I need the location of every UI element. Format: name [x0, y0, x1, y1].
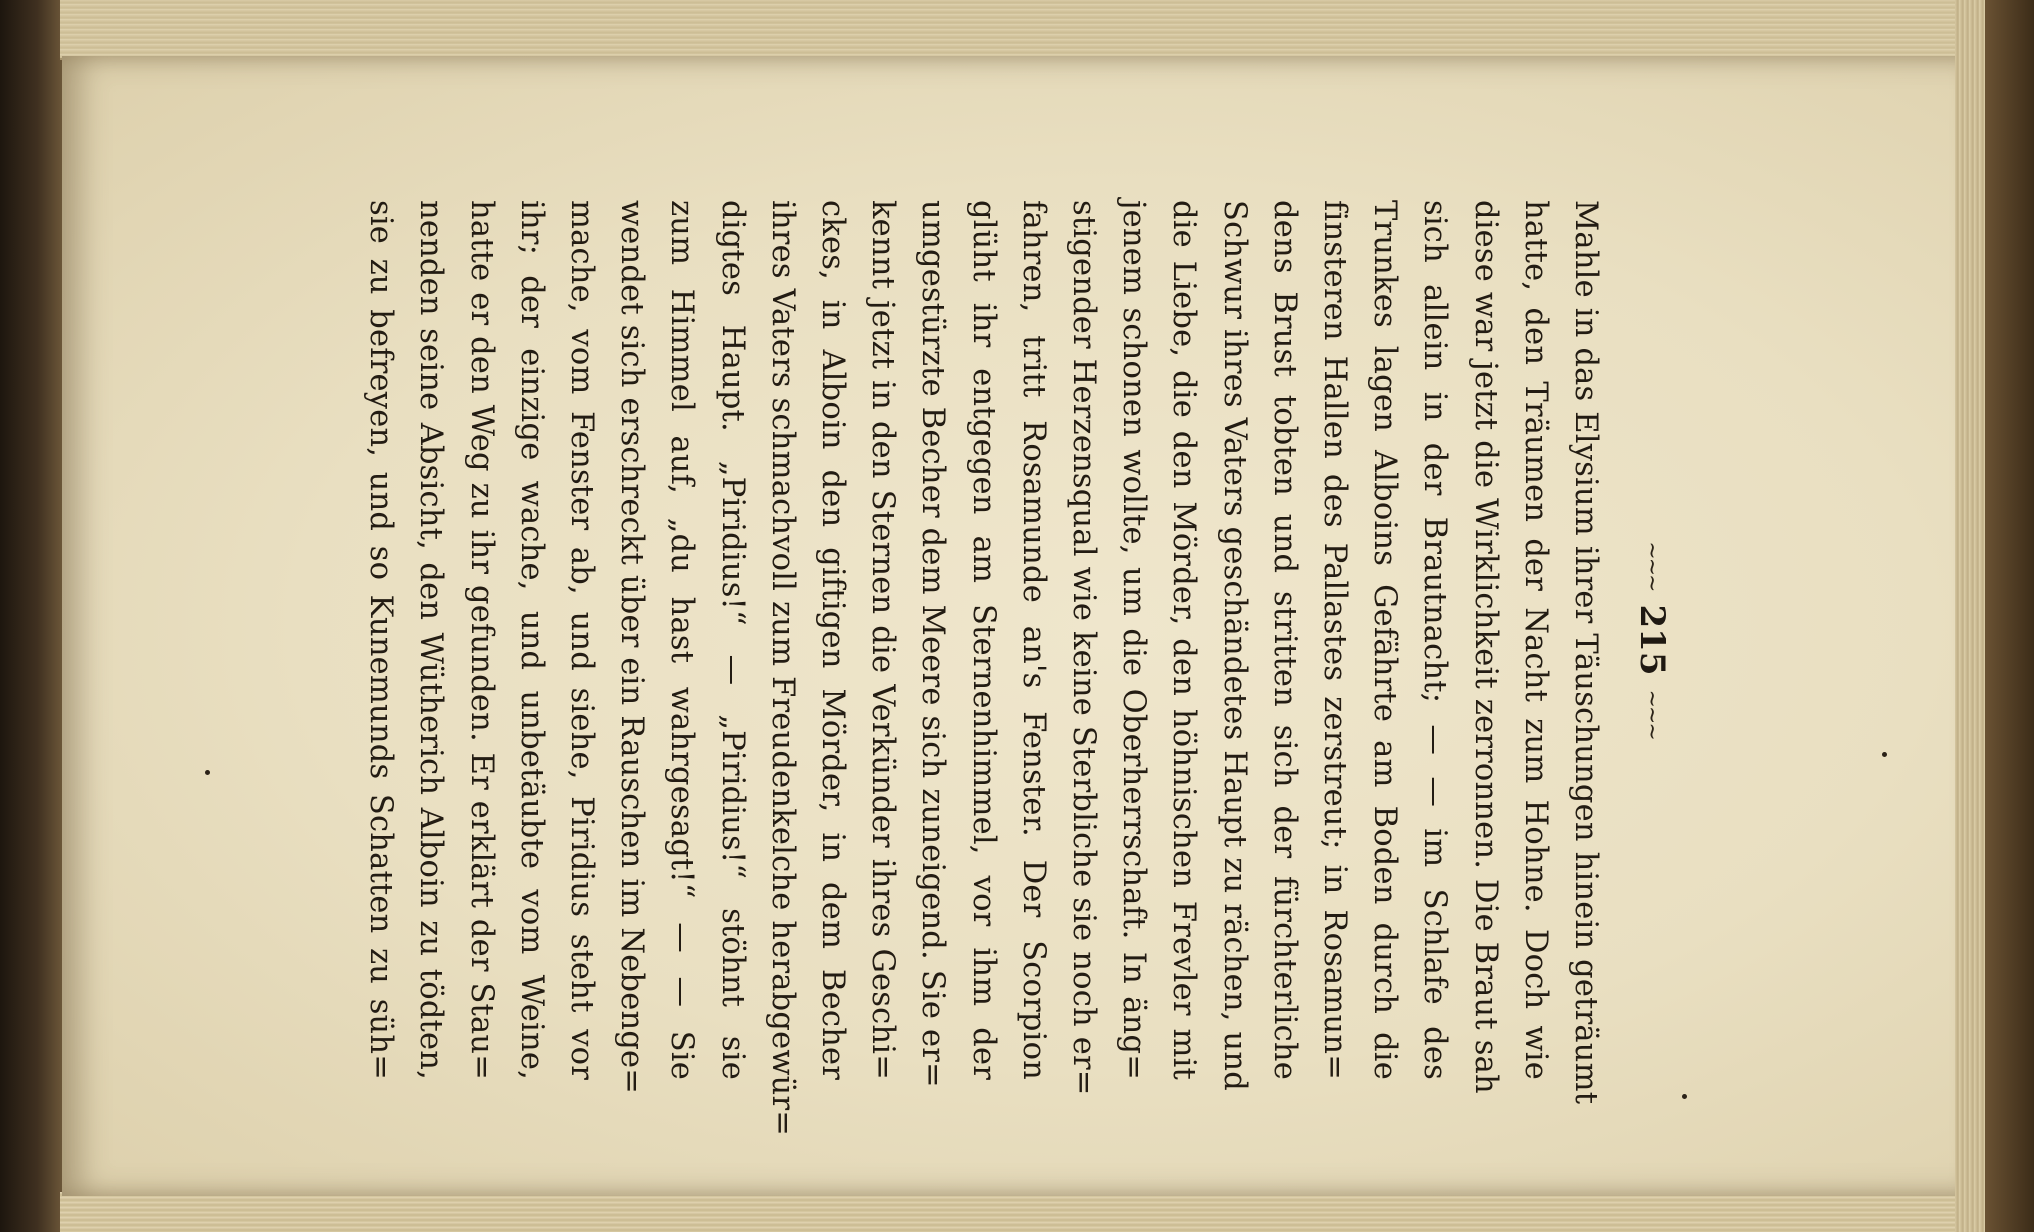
text-line: finsteren Hallen des Pallastes zerstreut; in Rosamun= [1316, 200, 1352, 1080]
text-line: nenden seine Absicht, den Wütherich Alboin zu tödten, [413, 200, 449, 1080]
header-ornament-left: ~~~ [1639, 541, 1665, 591]
page-header [1624, 200, 1680, 1080]
text-line: jenem schonen wollte, um die Oberherrschaft. In äng= [1116, 200, 1152, 1080]
page-edges-bottom [60, 1192, 1980, 1232]
text-line: dens Brust tobten und stritten sich der fürchterliche [1266, 200, 1302, 1080]
text-line: wendet sich erschreckt über ein Rauschen im Nebenge= [614, 200, 650, 1095]
text-line: Mahle in das Elysium ihrer Täuschungen hinein geträumt [1568, 200, 1603, 1105]
page-edges-right [1955, 0, 1985, 1232]
text-line: hatte er den Weg zu ihr gefunden. Er erklärt der Stau= [463, 200, 499, 1080]
text-line: kennt jetzt in den Sternen die Verkünder ihres Geschi= [865, 200, 901, 1080]
body-text [355, 200, 1610, 1137]
text-line: ihres Vaters schmachvoll zum Freudenkelche herabgewür= [764, 200, 800, 1137]
page-edges-top [60, 0, 1980, 60]
text-line: glüht ihr entgegen am Sternenhimmel, vor ihm der [965, 200, 1001, 1080]
text-line: Schwur ihres Vaters geschändetes Haupt zu rächen, und [1216, 200, 1252, 1091]
ink-speck [1882, 752, 1887, 757]
page-number: 215 [1632, 604, 1672, 676]
text-line: zum Himmel auf, „du hast wahrgesagt!“ — — Sie [664, 200, 700, 1080]
text-line: diese war jetzt die Wirklichkeit zerronnen. Die Braut sah [1467, 200, 1503, 1094]
text-line: ihr; der einzige wache, und unbetäubte vom Weine, [513, 200, 549, 1080]
book-spine [0, 0, 62, 1232]
text-line: sie zu befreyen, und so Kunemunds Schatten zu süh= [363, 200, 399, 1080]
text-line: umgestürzte Becher dem Meere sich zuneigend. Sie er= [915, 200, 951, 1088]
text-line: die Liebe, die den Mörder, den höhnischen Frevler mit [1166, 200, 1202, 1080]
text-line: mache, vom Fenster ab, und siehe, Piridius steht vor [563, 200, 599, 1080]
text-frame [160, 150, 1720, 1137]
text-line: ckes, in Alboin den giftigen Mörder, in dem Becher [814, 200, 850, 1080]
text-line: stigender Herzensqual wie keine Sterbliche sie noch er= [1065, 200, 1101, 1096]
text-line: Trunkes lagen Alboins Gefährte am Boden durch die [1367, 200, 1403, 1080]
text-line: hatte, den Träumen der Nacht zum Hohne. Doch wie [1517, 200, 1553, 1080]
book-cover-edge [1985, 0, 2034, 1232]
header-ornament-right: ~~~ [1639, 689, 1665, 739]
text-line: fahren, tritt Rosamunde an's Fenster. Der Scorpion [1015, 200, 1051, 1080]
text-line: digtes Haupt. „Piridius!“ — „Piridius!“ stöhnt sie [714, 200, 750, 1080]
text-line: sich allein in der Brautnacht; — — im Schlafe des [1417, 200, 1453, 1080]
rotated-page-content [180, 200, 1680, 1137]
